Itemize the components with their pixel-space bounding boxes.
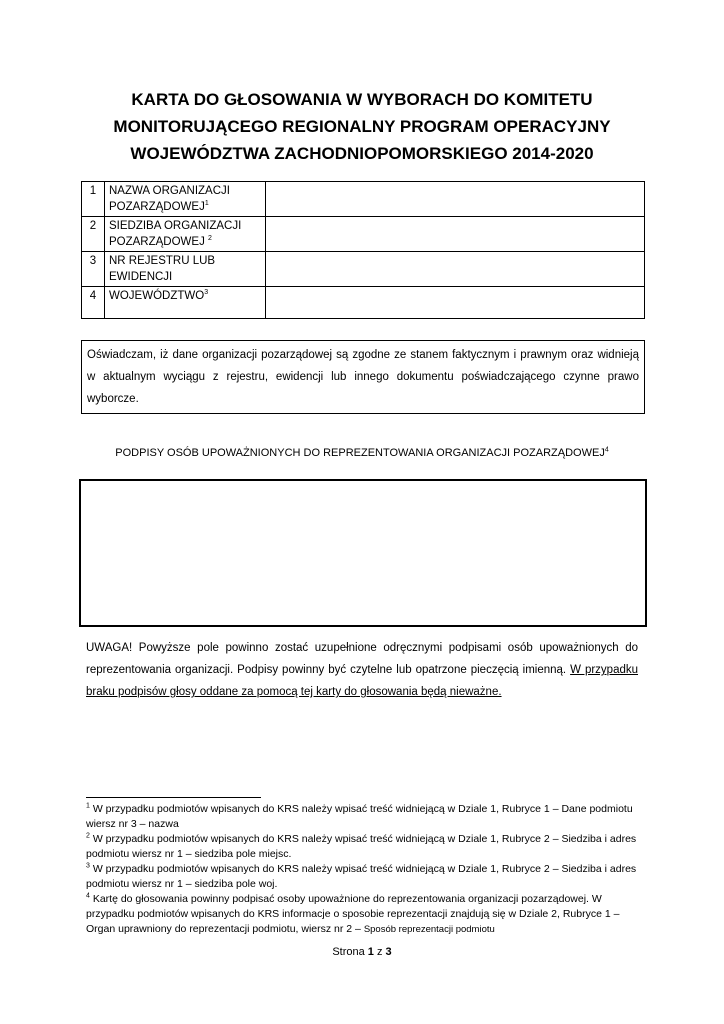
table-row <box>82 287 645 319</box>
footnote: $^3$ W przypadku podmiotów wpisanych do KRS należy wpisać treść widniejącą w Dziale 1, Rubryce 2 – Siedziba i adres podmiotu wiersz nr 1 – siedziba pole woj. <box>86 862 637 890</box>
field-label: SIEDZIBA ORGANIZACJI POZARZĄDOWEJ $^2$ <box>105 217 266 252</box>
row-number: 3 <box>82 252 105 287</box>
organization-fields-table <box>81 181 645 319</box>
warning-note: UWAGA! Powyższe pole powinno zostać uzupełnione odręcznymi podpisami osób upoważnionych do reprezentowania organizacji. Podpisy powinny być czytelne lub opatrzone pieczęcią imienną. W przypadku braku podpisów głosy oddane za pomocą tej karty do głosowania będą nieważne. <box>86 642 639 698</box>
warning-underlined: W przypadku braku podpisów głosy oddane za pomocą tej karty do głosowania będą nieważne. <box>86 664 639 698</box>
voivodeship-field[interactable] <box>266 287 645 319</box>
organization-seat-field[interactable] <box>266 217 645 252</box>
row-number: 2 <box>82 217 105 252</box>
footnote: $^1$ W przypadku podmiotów wpisanych do KRS należy wpisać treść widniejącą w Dziale 1, Rubryce 1 – Dane podmiotu wiersz nr 3 – nazwa <box>86 802 633 830</box>
footnote: $^4$ Kartę do głosowania powinny podpisać osoby upoważnione do reprezentowania organizacji pozarządowej. W przypadku podmiotów wpisanych do KRS informacje o sposobie reprezentacji znajdują się w Dziale 2, Rubryce 1 – Organ uprawniony do reprezentacji podmiotu, wiersz nr 2 – Sposób reprezentacji podmiotu <box>86 892 620 935</box>
table-row <box>82 182 645 217</box>
row-number: 4 <box>82 287 105 319</box>
footnote-divider <box>86 797 261 798</box>
title-line-2: MONITORUJĄCEGO REGIONALNY PROGRAM OPERACYJNY <box>113 117 611 136</box>
title-line-3: WOJEWÓDZTWA ZACHODNIOPOMORSKIEGO 2014-2020 <box>130 144 594 163</box>
title-line-1: KARTA DO GŁOSOWANIA W WYBORACH DO KOMITETU <box>131 90 593 109</box>
signature-box[interactable] <box>79 479 647 627</box>
signatures-heading: PODPISY OSÓB UPOWAŻNIONYCH DO REPREZENTOWANIA ORGANIZACJI POZARZĄDOWEJ$^4$ <box>115 446 609 459</box>
registry-number-field[interactable] <box>266 252 645 287</box>
field-label: NR REJESTRU LUB EWIDENCJI <box>105 252 266 287</box>
page-number: Strona 1 z 3 <box>332 946 392 958</box>
footnotes <box>86 802 642 937</box>
organization-name-field[interactable] <box>266 182 645 217</box>
table-row <box>82 252 645 287</box>
table-row <box>82 217 645 252</box>
ballot-title <box>80 86 644 167</box>
footnote: $^2$ W przypadku podmiotów wpisanych do KRS należy wpisać treść widniejącą w Dziale 1, Rubryce 2 – Siedziba i adres podmiotu wiersz nr 1 – siedziba pole miejsc. <box>86 832 637 860</box>
field-label: NAZWA ORGANIZACJI POZARZĄDOWEJ$^1$ <box>105 182 266 217</box>
declaration-box: Oświadczam, iż dane organizacji pozarządowej są zgodne ze stanem faktycznym i prawnym oraz widnieją w aktualnym wyciągu z rejestru, ewidencji lub innego dokumentu poświadczającego czynne prawo wyborcze. <box>81 340 645 414</box>
row-number: 1 <box>82 182 105 217</box>
field-label: WOJEWÓDZTWO$^3$ <box>105 287 266 319</box>
